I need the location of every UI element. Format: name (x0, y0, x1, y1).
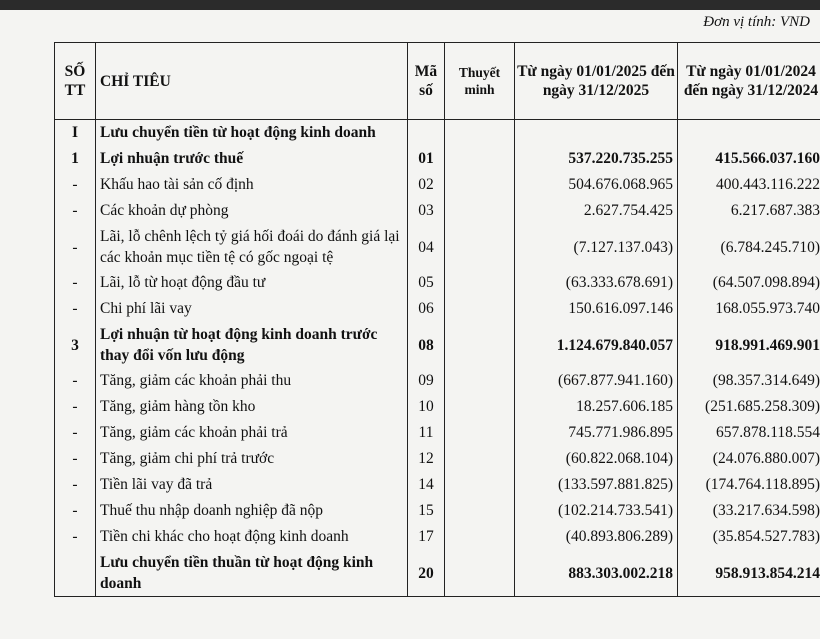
row-value-2025: 883.303.002.218 (515, 550, 678, 597)
table-row (55, 224, 820, 270)
header-row (55, 43, 820, 120)
header-name: CHỈ TIÊU (96, 43, 408, 120)
row-code: 06 (408, 296, 445, 322)
row-stt: - (55, 296, 96, 322)
row-value-2025: 537.220.735.255 (515, 146, 678, 172)
row-value-2024: 958.913.854.214 (678, 550, 820, 597)
row-value-2024: 400.443.116.222 (678, 172, 820, 198)
row-note (445, 498, 515, 524)
table-row (55, 198, 820, 224)
row-value-2025: 504.676.068.965 (515, 172, 678, 198)
header-code: Mã số (408, 43, 445, 120)
row-value-2024 (678, 120, 820, 147)
row-note (445, 296, 515, 322)
table-row (55, 446, 820, 472)
row-stt: - (55, 368, 96, 394)
row-note (445, 146, 515, 172)
table-row (55, 420, 820, 446)
table-row (55, 472, 820, 498)
row-value-2025: 18.257.606.185 (515, 394, 678, 420)
row-stt: - (55, 172, 96, 198)
table-body (55, 120, 820, 597)
row-note (445, 322, 515, 368)
row-code: 15 (408, 498, 445, 524)
row-value-2025: (102.214.733.541) (515, 498, 678, 524)
row-note (445, 198, 515, 224)
top-edge-bar (0, 0, 820, 10)
row-code: 09 (408, 368, 445, 394)
row-code (408, 120, 445, 147)
row-stt: - (55, 420, 96, 446)
row-name: Tiền chi khác cho hoạt động kinh doanh (96, 524, 408, 550)
row-stt: - (55, 270, 96, 296)
row-note (445, 524, 515, 550)
row-note (445, 368, 515, 394)
row-stt (55, 550, 96, 597)
row-note (445, 172, 515, 198)
row-name: Chi phí lãi vay (96, 296, 408, 322)
row-stt: - (55, 198, 96, 224)
row-name: Tăng, giảm hàng tồn kho (96, 394, 408, 420)
row-value-2025: 2.627.754.425 (515, 198, 678, 224)
cash-flow-table (54, 42, 820, 597)
row-note (445, 120, 515, 147)
row-stt: - (55, 498, 96, 524)
row-value-2024: 6.217.687.383 (678, 198, 820, 224)
row-code: 12 (408, 446, 445, 472)
row-note (445, 420, 515, 446)
table-row (55, 296, 820, 322)
row-value-2025: (40.893.806.289) (515, 524, 678, 550)
row-code: 17 (408, 524, 445, 550)
row-value-2024: 657.878.118.554 (678, 420, 820, 446)
row-code: 11 (408, 420, 445, 446)
row-name: Khấu hao tài sản cố định (96, 172, 408, 198)
table-row (55, 322, 820, 368)
row-value-2025: (7.127.137.043) (515, 224, 678, 270)
row-stt: 1 (55, 146, 96, 172)
row-code: 20 (408, 550, 445, 597)
row-value-2025: 150.616.097.146 (515, 296, 678, 322)
row-code: 10 (408, 394, 445, 420)
row-name: Lợi nhuận từ hoạt động kinh doanh trước thay đổi vốn lưu động (96, 322, 408, 368)
table-row (55, 172, 820, 198)
table-row (55, 394, 820, 420)
cash-flow-statement (54, 42, 820, 597)
row-value-2025: (667.877.941.160) (515, 368, 678, 394)
row-code: 05 (408, 270, 445, 296)
row-value-2024: 918.991.469.901 (678, 322, 820, 368)
row-name: Tiền lãi vay đã trả (96, 472, 408, 498)
row-stt: - (55, 394, 96, 420)
table-row (55, 270, 820, 296)
row-name: Lợi nhuận trước thuế (96, 146, 408, 172)
row-name: Lưu chuyển tiền thuần từ hoạt động kinh doanh (96, 550, 408, 597)
row-code: 08 (408, 322, 445, 368)
row-code: 02 (408, 172, 445, 198)
row-name: Lưu chuyển tiền từ hoạt động kinh doanh (96, 120, 408, 147)
row-value-2025: 1.124.679.840.057 (515, 322, 678, 368)
row-note (445, 394, 515, 420)
row-value-2024: (64.507.098.894) (678, 270, 820, 296)
table-row (55, 368, 820, 394)
currency-unit-label: Đơn vị tính: VND (703, 14, 810, 30)
row-name: Các khoản dự phòng (96, 198, 408, 224)
header-period-2025: Từ ngày 01/01/2025 đến ngày 31/12/2025 (515, 43, 678, 120)
row-note (445, 446, 515, 472)
row-name: Lãi, lỗ chênh lệch tỷ giá hối đoái do đánh giá lại các khoản mục tiền tệ có gốc ngoại tệ (96, 224, 408, 270)
row-value-2024: (251.685.258.309) (678, 394, 820, 420)
row-note (445, 550, 515, 597)
row-value-2024: (98.357.314.649) (678, 368, 820, 394)
row-value-2024: (24.076.880.007) (678, 446, 820, 472)
row-value-2025 (515, 120, 678, 147)
row-value-2024: (33.217.634.598) (678, 498, 820, 524)
row-stt: 3 (55, 322, 96, 368)
row-note (445, 224, 515, 270)
row-value-2024: 168.055.973.740 (678, 296, 820, 322)
row-name: Lãi, lỗ từ hoạt động đầu tư (96, 270, 408, 296)
row-value-2024: (174.764.118.895) (678, 472, 820, 498)
row-stt: - (55, 524, 96, 550)
row-code: 03 (408, 198, 445, 224)
row-value-2025: (133.597.881.825) (515, 472, 678, 498)
table-row (55, 120, 820, 147)
row-value-2025: 745.771.986.895 (515, 420, 678, 446)
table-row (55, 498, 820, 524)
table-row (55, 550, 820, 597)
row-stt: - (55, 446, 96, 472)
row-value-2025: (60.822.068.104) (515, 446, 678, 472)
table-row (55, 146, 820, 172)
row-stt: I (55, 120, 96, 147)
row-note (445, 270, 515, 296)
row-value-2025: (63.333.678.691) (515, 270, 678, 296)
row-stt: - (55, 224, 96, 270)
row-value-2024: 415.566.037.160 (678, 146, 820, 172)
header-note: Thuyết minh (445, 43, 515, 120)
header-stt: SỐ TT (55, 43, 96, 120)
row-stt: - (55, 472, 96, 498)
row-code: 01 (408, 146, 445, 172)
row-code: 14 (408, 472, 445, 498)
row-value-2024: (35.854.527.783) (678, 524, 820, 550)
table-row (55, 524, 820, 550)
row-name: Tăng, giảm các khoản phải trả (96, 420, 408, 446)
row-code: 04 (408, 224, 445, 270)
row-name: Thuế thu nhập doanh nghiệp đã nộp (96, 498, 408, 524)
row-value-2024: (6.784.245.710) (678, 224, 820, 270)
row-name: Tăng, giảm các khoản phải thu (96, 368, 408, 394)
header-period-2024: Từ ngày 01/01/2024 đến ngày 31/12/2024 (678, 43, 820, 120)
row-name: Tăng, giảm chi phí trả trước (96, 446, 408, 472)
row-note (445, 472, 515, 498)
